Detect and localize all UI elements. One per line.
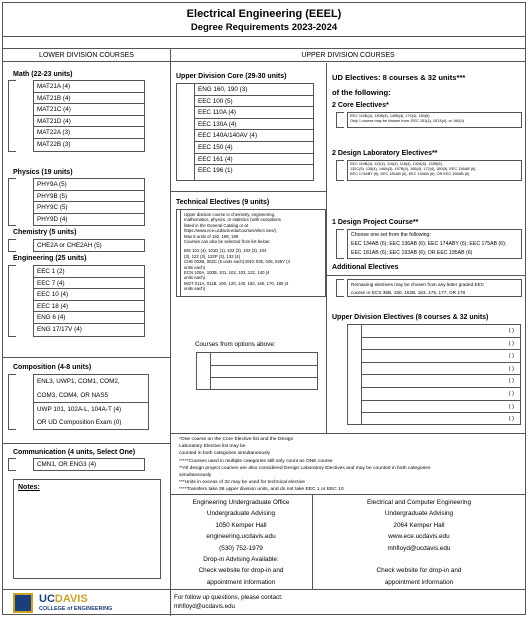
lab-electives-bracket [336, 160, 344, 181]
list-item: PHY9B (5) [34, 191, 144, 203]
ude-title: UD Electives: 8 courses & 32 units*** [332, 73, 466, 82]
list-item: EEC 7 (4) [34, 278, 144, 290]
list-item: EEC 150 (4) [195, 142, 313, 154]
list-item: PHY9C (5) [34, 202, 144, 214]
core-electives-title: 2 Core Electives* [332, 102, 389, 109]
advising-right [314, 497, 524, 588]
math-checkbox-column [8, 80, 16, 152]
core-electives-bracket [336, 112, 344, 128]
advising-check: Check website for drop-in and [198, 567, 284, 575]
options-list[interactable] [210, 352, 318, 390]
lab-electives-title: 2 Design Laboratory Electives** [332, 150, 438, 157]
followup-text: For follow up questions, please contact: [174, 594, 283, 601]
project-line: EEC 181AB (6); EEC 193AB (6); OR EEC 195AB (6) [351, 250, 473, 256]
ude-row[interactable]: ( ) [362, 401, 520, 414]
advising-divider [312, 494, 313, 589]
advising-heading: Undergraduate Advising [206, 510, 276, 518]
section-divider [3, 357, 170, 358]
core-list [194, 83, 314, 181]
chemistry-checkbox-column [8, 239, 16, 252]
list-item [34, 403, 148, 430]
tech-line: BIS 101 (4), 101D (1), 102 (3), 103 (3), 104 [184, 248, 267, 254]
section-divider [3, 443, 170, 444]
advising-heading: Undergraduate Advising [384, 510, 454, 518]
project-line: EEC 134AB (6); EEC 136AB (6); EEC 174ABY (6); EEC 175AB (6); [351, 241, 507, 247]
page-title: Electrical Engineering (EEEL) [186, 8, 342, 20]
list-item: EEC 18 (4) [34, 301, 144, 313]
lab-elective-line: EEC 110B(4), 112(4), 116(4), 118(4), 132A(5), 132B(5), [350, 162, 443, 166]
footnotes [179, 436, 519, 494]
communication-checkbox-column [8, 458, 16, 471]
additional-electives-title: Additional Electives [332, 264, 399, 271]
upper-division-heading: UPPER DIVISION COURSES [170, 48, 525, 62]
lower-division-heading: LOWER DIVISION COURSES [3, 48, 170, 62]
tech-electives-box [180, 209, 326, 297]
communication-title: Communication (4 units, Select One) [13, 449, 136, 456]
ude-row[interactable]: ( ) [362, 375, 520, 388]
section-divider [327, 275, 525, 276]
tech-electives-title: Technical Electives (9 units) [176, 199, 270, 206]
footer-divider [3, 589, 525, 590]
advising-appt: appointment information [384, 578, 454, 586]
followup [174, 593, 283, 611]
logo-davis: DAVIS [54, 593, 88, 605]
footnote: simultaneously [179, 473, 212, 479]
project-line: Choose one set from the following: [351, 232, 431, 238]
ude-checkbox-column [347, 324, 361, 425]
list-item: PHY9A (5) [34, 179, 144, 191]
advising-dropin: Drop-in Advising Available: [203, 556, 279, 564]
advising-phone: (530) 752-1979 [219, 544, 263, 552]
list-item: EEC 161 (4) [195, 154, 313, 166]
additional-line: Remaining electives may be chosen from any letter graded EEC [351, 282, 485, 287]
advising-location: 2064 Kemper Hall [393, 521, 445, 529]
engineering-list [33, 265, 145, 337]
list-item: ENG 17/17V (4) [37, 325, 82, 333]
spacer [314, 554, 524, 565]
list-item: MAT22B (3) [37, 140, 71, 148]
core-electives-box [347, 112, 522, 128]
list-item: EEC 10 (4) [34, 289, 144, 301]
list-item: PHY9D (4) [37, 215, 68, 223]
composition-option-line: OR UD Composition Exam (0) [37, 418, 122, 426]
ude-row[interactable]: ( ) [508, 416, 514, 423]
ude-list-title: Upper Division Electives (8 courses & 32 units) [332, 314, 489, 321]
core-checkbox-column [176, 83, 194, 181]
list-item: EEC 110A (4) [195, 107, 313, 119]
notes-label: Notes: [18, 484, 40, 491]
degree-sheet [2, 2, 526, 615]
option-row[interactable] [211, 353, 317, 366]
list-item: EEC 1 (2) [34, 266, 144, 278]
options-checkbox-column [196, 352, 210, 390]
tech-line: mathematics, physics, or statistics (with exceptions [184, 217, 281, 223]
tech-line: units each) [184, 264, 206, 270]
list-item: MAT21D (4) [34, 116, 144, 128]
advising-left [171, 497, 311, 588]
engineering-title: Engineering (25 units) [13, 255, 87, 262]
lab-elective-line: 132C(5), 135(4), 146A(3), 157B(4), 165(4), 172(4), 180(5), EEC 136AB (6), [350, 166, 477, 171]
list-item: MAT21B (4) [34, 93, 144, 105]
footnote: Laboratory Elective list may be [179, 444, 246, 450]
ucdavis-logo [13, 593, 153, 615]
footnote: ****Transfers take 36 upper division units, and do not take EEC 1 or EEC 10 [179, 487, 344, 493]
composition-list [33, 374, 149, 430]
logo-wordmark [39, 593, 88, 605]
footnote: *****Courses used in multiple categories still only count as ONE course [179, 458, 333, 464]
list-item: MAT22A (3) [34, 127, 144, 139]
tech-line: (3), 122 (3), 122P (3), 132 (4) [184, 253, 241, 259]
list-item: MAT21C (4) [34, 104, 144, 116]
composition-checkbox-column [8, 374, 16, 430]
core-elective-line: Only 1 course may be chosen from: EEC 151(4), 157A(4), or 160(4) [350, 118, 464, 123]
column-divider [326, 63, 327, 433]
engineering-checkbox-column [8, 265, 16, 337]
tech-line: Courses can also be selected from list below: [184, 239, 271, 245]
list-item: ENG 6 (4) [34, 312, 144, 324]
composition-title: Composition (4-8 units) [13, 364, 92, 371]
advising-check: Check website for drop-in and [376, 567, 462, 575]
composition-option-line: COM3, COM4, OR NAS5 [37, 391, 109, 399]
ude-subtitle: of the following: [332, 88, 391, 97]
chemistry-title: Chemistry (5 units) [13, 229, 77, 236]
additional-bracket [336, 279, 344, 297]
option-row[interactable] [211, 378, 317, 391]
project-bracket [336, 229, 344, 259]
ude-row[interactable]: ( ) [362, 388, 520, 401]
lab-electives-box [347, 160, 522, 181]
physics-title: Physics (19 units) [13, 169, 73, 176]
list-item: CHE2A or CHE2AH (5) [37, 242, 102, 249]
ude-row[interactable]: ( ) [362, 338, 520, 351]
footnote: *One course on the Core Elective list and the Design [179, 437, 294, 442]
section-divider [170, 494, 525, 495]
advising-location: 1050 Kemper Hall [215, 521, 267, 529]
ude-row[interactable]: ( ) [362, 350, 520, 363]
list-item: EEC 100 (5) [195, 96, 313, 108]
footnote: counted in both categories simultaneously [179, 451, 271, 457]
advising-office-name: Electrical and Computer Engineering [366, 499, 472, 506]
list-item: CMN1, OR ENG3 (4) [37, 461, 97, 468]
project-course-title: 1 Design Project Course** [332, 219, 419, 226]
logo-uc: UC [39, 593, 55, 605]
math-title: Math (22-23 units) [13, 71, 73, 78]
list-item: MAT21A (4) [34, 81, 144, 93]
option-row[interactable] [211, 366, 317, 379]
footnote: ***Units in excess of 32 may be used for technical elective [179, 480, 305, 486]
chemistry-list [33, 239, 145, 252]
tech-line: https://www.ece.ucdavis.edu/courses/elect ives/). [184, 228, 278, 234]
ude-row[interactable]: ( ) [362, 325, 520, 338]
list-item: EEC 196 (1) [198, 167, 233, 175]
core-title: Upper Division Core (29-30 units) [176, 73, 287, 80]
tech-line: Max 6 units of 192, 198, 199 [184, 233, 239, 239]
core-elective-line: EEC 110B(4), 130B(4), 140B(4), 170(4), 180(5) [350, 114, 430, 118]
section-divider [170, 433, 525, 434]
tech-line: CHE 002B, 002C (5 units each) ENG 035, 045, 045Y (4 [184, 259, 290, 265]
footnote: **All design project courses are also considered Design Laboratory Electives and may be counted in both categories [179, 465, 431, 471]
list-item: EEC 130A (4) [195, 119, 313, 131]
composition-option-line: ENL3, UWP1, COM1, COM2, [37, 378, 120, 385]
advising-email[interactable]: mhfloyd@ucdavis.edu [387, 544, 451, 552]
communication-list [33, 458, 145, 471]
section-divider [170, 191, 326, 192]
list-item: EEC 140A/140AV (4) [195, 130, 313, 142]
tech-line: units each) [184, 286, 206, 292]
seal-icon [13, 593, 33, 613]
math-list [33, 80, 145, 152]
advising-website[interactable]: engineering.ucdavis.edu [206, 533, 276, 541]
tech-line: ECN 100A, 100B, 101, 102, 103, 122, 140 (4 [184, 270, 270, 276]
options-label: Courses from options above: [195, 341, 276, 348]
logo-college: COLLEGE of ENGINEERING [39, 606, 113, 612]
advising-appt: appointment information [206, 578, 276, 586]
tech-line: Upper division course in chemistry, engineering, [184, 212, 276, 217]
notes-box[interactable] [13, 479, 161, 579]
physics-checkbox-column [8, 178, 16, 226]
list-item [34, 375, 148, 403]
tech-line: listed in the General Catalog or at [184, 222, 249, 228]
page-subtitle: Degree Requirements 2023-2024 [190, 22, 338, 33]
header [3, 3, 525, 37]
advising-website[interactable]: www.ece.ucdavis.edu [388, 533, 450, 541]
additional-line: course or ECS 36B, 150, 152B, 163, 175, 177, OR 178 [351, 289, 466, 295]
physics-list [33, 178, 145, 226]
lab-elective-line: EEC 174ABY (6), EEC 181AB (6), EEC 193AB (6), OR EEC 195AB (6) [350, 171, 470, 176]
followup-email[interactable]: mhfloyd@ucdavis.edu [174, 603, 235, 610]
additional-electives-box [347, 279, 522, 297]
advising-office-name: Engineering Undergraduate Office [192, 499, 290, 506]
composition-option-line: UWP 101, 102A-L, 104A-T (4) [37, 405, 122, 413]
list-item: ENG 160, 190 (3) [195, 84, 313, 96]
tech-line: MGT 011A, 011B, 100, 120, 140, 150, 160, 170, 180 (4 [184, 280, 289, 286]
ude-list[interactable] [361, 324, 521, 425]
ude-row[interactable]: ( ) [362, 363, 520, 376]
project-course-box [347, 229, 522, 259]
tech-line: units each) [184, 275, 206, 281]
